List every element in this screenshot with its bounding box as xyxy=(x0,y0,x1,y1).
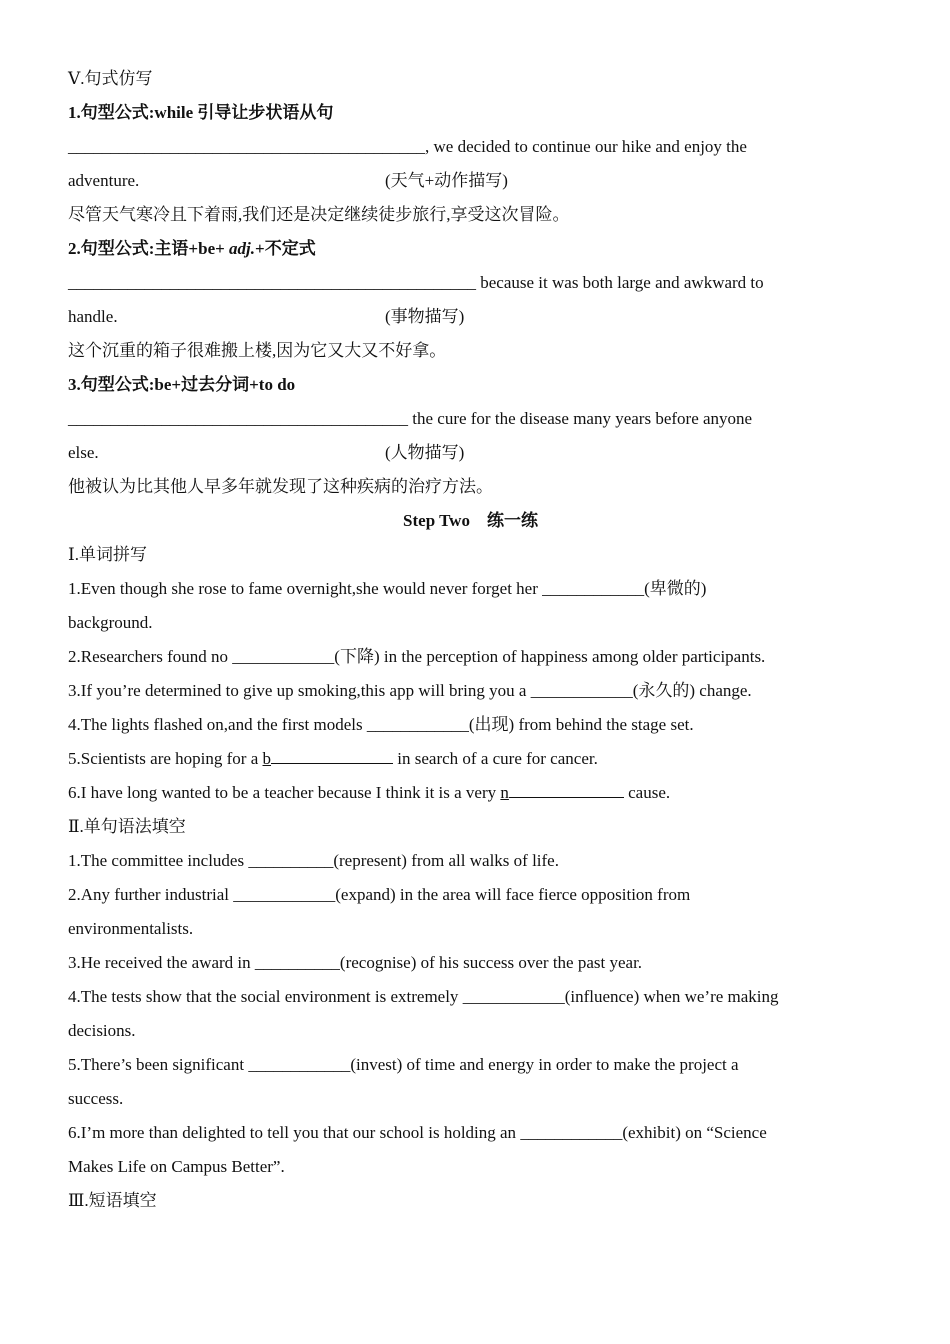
section-2-title: Ⅱ.单句语法填空 xyxy=(68,817,186,836)
formula-3: 3.句型公式:be+过去分词+to do xyxy=(68,375,296,394)
formula-2: 2.句型公式:主语+be+ adj.+不定式 xyxy=(68,239,316,258)
section-5-title: Ⅴ.句式仿写 xyxy=(68,69,153,88)
q1-6: 6.I have long wanted to be a teacher because I think it is a very n cause. xyxy=(68,776,873,810)
answer-blank[interactable]: ________________________________________ xyxy=(68,409,408,428)
q1-4: 4.The lights flashed on,and the first models ____________(出现) from behind the stage set. xyxy=(68,715,694,734)
answer-blank[interactable]: __________________________________________ xyxy=(68,137,425,156)
q2-5: 5.There’s been significant ____________(invest) of time and energy in order to make the project a xyxy=(68,1055,739,1074)
q2-2: 2.Any further industrial ____________(expand) in the area will face fierce opposition from xyxy=(68,885,691,904)
answer-blank[interactable]: ____________ xyxy=(462,987,565,1006)
q2-5-cont: success. xyxy=(68,1089,124,1108)
answer-blank[interactable]: ____________ xyxy=(232,647,335,666)
hint-text: (人物描写) xyxy=(385,443,465,462)
q5-3-cont: else. (人物描写) xyxy=(68,436,873,470)
q1-1: 1.Even though she rose to fame overnight,she would never forget her ____________(卑微的) xyxy=(68,579,707,598)
section-3-title: Ⅲ.短语填空 xyxy=(68,1191,157,1210)
q1-3: 3.If you’re determined to give up smoking,this app will bring you a ____________(永久的) change. xyxy=(68,681,752,700)
q5-2-chinese: 这个沉重的箱子很难搬上楼,因为它又大又不好拿。 xyxy=(68,341,447,360)
answer-blank[interactable]: ____________ xyxy=(248,1055,351,1074)
q1-2: 2.Researchers found no ____________(下降) in the perception of happiness among older participants. xyxy=(68,647,766,666)
hint-text: (事物描写) xyxy=(385,307,465,326)
answer-blank[interactable]: ____________ xyxy=(542,579,645,598)
answer-blank[interactable]: ________________________________________________ xyxy=(68,273,476,292)
answer-blank[interactable]: n xyxy=(500,783,624,802)
q5-3-line: ________________________________________ the cure for the disease many years before anyone xyxy=(68,409,753,428)
answer-blank[interactable]: ____________ xyxy=(520,1123,623,1142)
answer-blank[interactable]: __________ xyxy=(248,851,334,870)
q2-4: 4.The tests show that the social environment is extremely ____________(influence) when we’re making xyxy=(68,987,779,1006)
q1-1-cont: background. xyxy=(68,613,153,632)
q2-6-cont: Makes Life on Campus Better”. xyxy=(68,1157,285,1176)
q5-1-cont: adventure. (天气+动作描写) xyxy=(68,164,873,198)
q2-2-cont: environmentalists. xyxy=(68,919,194,938)
q2-3: 3.He received the award in __________(recognise) of his success over the past year. xyxy=(68,953,643,972)
section-1-title: Ⅰ.单词拼写 xyxy=(68,545,147,564)
q5-1-chinese: 尽管天气寒冷且下着雨,我们还是决定继续徒步旅行,享受这次冒险。 xyxy=(68,205,570,224)
q5-2-line: ________________________________________________ because it was both large and awkward to xyxy=(68,273,764,292)
q5-3-chinese: 他被认为比其他人早多年就发现了这种疾病的治疗方法。 xyxy=(68,477,493,496)
answer-blank[interactable]: ____________ xyxy=(366,715,469,734)
q5-2-cont: handle. (事物描写) xyxy=(68,300,873,334)
q2-4-cont: decisions. xyxy=(68,1021,136,1040)
formula-1: 1.句型公式:while 引导让步状语从句 xyxy=(68,103,334,122)
q2-1: 1.The committee includes __________(represent) from all walks of life. xyxy=(68,851,559,870)
answer-blank[interactable]: b xyxy=(263,749,394,768)
q2-6: 6.I’m more than delighted to tell you that our school is holding an ____________(exhibit) on “Science xyxy=(68,1123,767,1142)
step-title: Step Two 练一练 xyxy=(403,511,538,530)
hint-text: (天气+动作描写) xyxy=(385,171,508,190)
q1-5: 5.Scientists are hoping for a b in search of a cure for cancer. xyxy=(68,742,873,776)
q5-1-line: __________________________________________, we decided to continue our hike and enjoy the xyxy=(68,137,747,156)
answer-blank[interactable]: __________ xyxy=(254,953,340,972)
answer-blank[interactable]: ____________ xyxy=(530,681,633,700)
answer-blank[interactable]: ____________ xyxy=(233,885,336,904)
worksheet-page xyxy=(68,62,873,1218)
